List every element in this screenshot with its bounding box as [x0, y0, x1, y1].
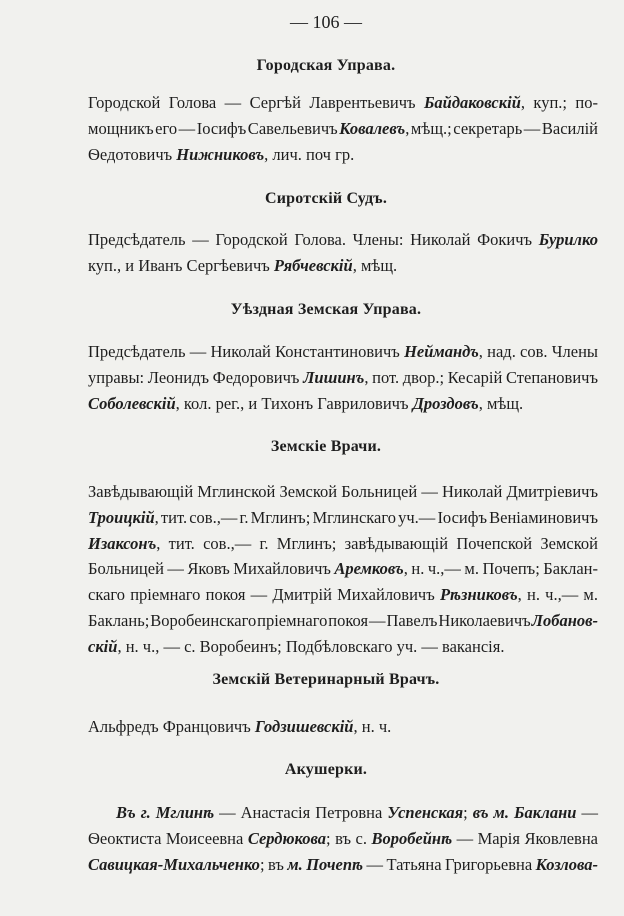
body-text: Завѣдывающій Мглинской Земской Больницей — Николай Дмитріевичъ [88, 482, 598, 501]
italic-name-text: Аремковъ [334, 559, 404, 579]
body-text: , кол. рег., и Тихонъ Гавриловичъ [175, 393, 413, 413]
section [0, 667, 624, 740]
body-text: скаго пріемнаго покоя — Дмитрій Михайловичъ [88, 585, 440, 605]
page-number: — 106 — [290, 12, 362, 32]
body-text: , тит. сов.,— г. Мглинъ; завѣдывающій Почепской Земской [156, 533, 598, 553]
body-text: Ѳеоктиста Моисеевна [88, 828, 248, 848]
italic-name-text: Рябчевскій [273, 255, 353, 275]
body-text: — Марія Яковлевна [452, 828, 598, 848]
body-text: Баклань; Воробеинскаго пріемнаго покоя — Павелъ Николаевичъ [88, 610, 532, 630]
section [0, 297, 624, 416]
body-text: — [576, 803, 598, 822]
line-text [88, 714, 391, 740]
line-text [88, 116, 598, 142]
italic-name-text: въ м. Баклани [472, 803, 577, 822]
body-text: , лич. поч гр. [264, 144, 355, 164]
italic-name-text: м. Почепѣ [287, 854, 364, 874]
body-text: Городской Голова — Сергѣй Лаврентьевичъ [88, 93, 424, 112]
line-text [88, 339, 598, 365]
text-line [88, 582, 598, 608]
body-text: , куп.; по- [520, 93, 598, 112]
italic-name-text: Неймандъ [404, 342, 479, 361]
line-text [88, 852, 598, 878]
italic-name-text: Воробейнѣ [371, 828, 453, 848]
text-line [88, 714, 598, 740]
section-heading: Земскій Ветеринарный Врачъ. [212, 671, 440, 688]
italic-name-text: Дроздовъ [412, 393, 479, 413]
body-text: , н. ч. [353, 717, 392, 736]
text-line [88, 531, 598, 557]
text-line [88, 339, 598, 365]
italic-name-text: Ковалевъ [339, 118, 406, 138]
text-line [88, 852, 598, 878]
italic-name-text: Годзишевскій [254, 717, 354, 736]
text-line [88, 826, 598, 852]
body-text: мощникъ его — Іосифъ Савельевичъ [88, 118, 340, 138]
line-text [116, 800, 598, 826]
line-text [88, 505, 598, 531]
text-line [88, 227, 598, 253]
line-text [88, 531, 598, 557]
body-text: ; въ [259, 854, 288, 874]
text-line [88, 365, 598, 391]
paragraph [88, 90, 598, 167]
body-text: ; [463, 803, 473, 822]
italic-name-text: Козлова- [535, 854, 598, 874]
section-heading: Земскіе Врачи. [270, 438, 382, 455]
body-text: управы: Леонидъ Федоровичъ [88, 367, 304, 387]
section [0, 186, 624, 279]
italic-name-text: Нижниковъ [176, 144, 265, 164]
italic-name-text: Рѣзниковъ [439, 585, 518, 605]
body-text: куп., и Иванъ Сергѣевичъ [88, 255, 274, 275]
italic-name-text: Изаксонъ [88, 533, 157, 553]
italic-name-text: Байдаковскій [423, 93, 521, 112]
body-text: — Татьяна Григорьевна [363, 854, 536, 874]
text-line [88, 90, 598, 116]
body-text: , н. ч.,— м. Почепъ; Баклан- [403, 559, 598, 579]
line-text [88, 479, 598, 505]
line-text [88, 391, 523, 417]
line-text [88, 582, 598, 608]
body-text: , мѣщ. [352, 255, 398, 275]
section-heading: Уѣздная Земская Управа. [230, 301, 422, 318]
section-heading: Акушерки. [284, 761, 368, 778]
italic-name-text: Лобанов- [531, 610, 598, 630]
italic-name-text: Лишинъ [303, 367, 365, 387]
section-heading: Сиротскій Судъ. [264, 190, 388, 207]
body-text: Альфредъ Францовичъ [88, 717, 255, 736]
italic-name-text: Сердюкова [247, 828, 327, 848]
paragraph [88, 339, 598, 416]
line-text [88, 227, 598, 253]
body-text: Больницей — Яковъ Михайловичъ [88, 559, 335, 579]
paragraph [88, 227, 598, 279]
italic-name-text: Успенская [387, 803, 464, 822]
text-line [88, 253, 598, 279]
italic-name-text: Троицкій [88, 507, 155, 527]
body-text: , мѣщ.; секретарь — Василій [405, 118, 598, 138]
italic-name-text: скій [88, 636, 118, 656]
line-text [88, 826, 598, 852]
body-text: ; въ с. [326, 828, 372, 848]
body-text: , тит. сов.,— г. Мглинъ; Мглинскаго уч.— Іосифъ Веніаминовичъ [154, 507, 598, 527]
body-text: Предсѣдатель — Городской Голова. Члены: Николай Фокичъ [88, 230, 539, 249]
section [0, 434, 624, 660]
text-line [88, 556, 598, 582]
line-text [88, 556, 598, 582]
line-text [88, 365, 598, 391]
text-line [88, 116, 598, 142]
body-text: Предсѣдатель — Николай Константиновичъ [88, 342, 405, 361]
text-line [88, 505, 598, 531]
section-heading: Городская Управа. [256, 57, 396, 74]
italic-name-text: Бурилко [538, 230, 598, 249]
italic-name-text: Въ г. Мглинѣ [116, 803, 215, 822]
paragraph [88, 479, 598, 660]
body-text: , мѣщ. [478, 393, 524, 413]
paragraph [88, 714, 598, 740]
body-text: , н. ч., — с. Воробеинъ; Подбѣловскаго уч. — вакансія. [117, 636, 505, 656]
text-line [88, 800, 598, 826]
body-text: Ѳедотовичъ [88, 144, 177, 164]
text-line [88, 608, 598, 634]
italic-name-text: Савицкая-Михальченко [88, 854, 260, 874]
section [0, 53, 624, 167]
section [0, 757, 624, 877]
line-text [88, 608, 598, 634]
paragraph [88, 800, 598, 877]
text-line [88, 142, 598, 168]
body-text: — Анастасія Петровна [214, 803, 388, 822]
body-text: , пот. двор.; Кесарій Степановичъ [364, 367, 598, 387]
line-text [88, 90, 598, 116]
body-text: , над. сов. Члены [478, 342, 598, 361]
line-text [88, 253, 397, 279]
line-text [88, 634, 504, 660]
body-text: , н. ч.,— м. [517, 585, 598, 605]
line-text [88, 142, 354, 168]
text-line [88, 634, 598, 660]
text-line [88, 479, 598, 505]
text-line [88, 391, 598, 417]
italic-name-text: Соболевскій [88, 393, 176, 413]
